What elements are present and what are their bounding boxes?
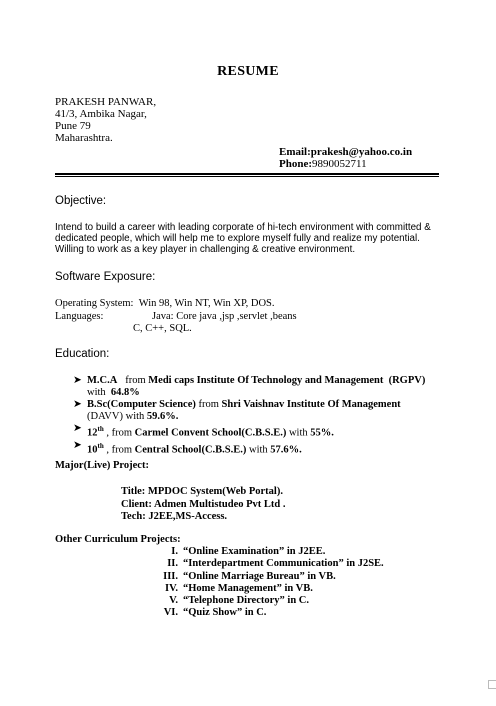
os-label: Operating System: xyxy=(55,298,134,309)
objective-text: Intend to build a career with leading corporate of hi-tech environment with committed & dedicated people, which will help me to explore myself fully and realize my potential. Willing to work as a key player in challenging & creative environment. xyxy=(55,222,431,255)
arrow-bullet-icon: ➤ xyxy=(73,439,82,451)
objective-heading: Objective: xyxy=(55,195,107,207)
major-project-details xyxy=(121,486,286,524)
languages-value-1: Java: Core java ,jsp ,servlet ,beans xyxy=(152,311,297,322)
list-item: V. “Telephone Directory” in C. xyxy=(169,595,309,607)
arrow-bullet-icon: ➤ xyxy=(73,375,82,386)
address-line: PRAKESH PANWAR, xyxy=(55,96,157,108)
other-projects-list xyxy=(150,546,384,620)
list-item: ➤ M.C.A from Medi caps Institute Of Technology and Management (RGPV) with 64.8% xyxy=(73,375,426,398)
divider-thick xyxy=(55,173,439,175)
list-item: ➤ 12th , from Carmel Convent School(C.B.S.E.) with 55%. xyxy=(73,423,334,439)
list-item: III. “Online Marriage Bureau” in VB. xyxy=(163,570,336,582)
education-heading: Education: xyxy=(55,348,110,360)
address-line: 41/3, Ambika Nagar, xyxy=(55,108,147,120)
software-heading: Software Exposure: xyxy=(55,271,156,283)
project-tech: Tech: J2EE,MS-Access. xyxy=(121,511,228,522)
list-item: ➤ B.Sc(Computer Science) from Shri Vaishnav Institute Of Management (DAVV) with 59.6%. xyxy=(73,399,401,422)
list-item: ➤ 10th , from Central School(C.B.S.E.) with 57.6%. xyxy=(73,439,302,455)
email-label: Email: xyxy=(279,146,311,158)
languages-value-2: C, C++, SQL. xyxy=(133,323,192,334)
project-client: Client: Admen Multistudeo Pvt Ltd . xyxy=(121,498,286,510)
page-title: RESUME xyxy=(217,64,279,79)
project-title: Title: MPDOC System(Web Portal). xyxy=(121,486,283,497)
list-item: II. “Interdepartment Communication” in J2SE. xyxy=(167,558,384,570)
address-line: Maharashtra. xyxy=(55,132,113,144)
software-os-row xyxy=(55,298,275,310)
list-item: VI. “Quiz Show” in C. xyxy=(163,607,267,619)
contact-block xyxy=(279,146,412,170)
phone-value: 9890052711 xyxy=(312,158,367,170)
arrow-bullet-icon: ➤ xyxy=(73,399,82,410)
list-item: I. “Online Examination” in J2EE. xyxy=(171,546,326,557)
email-value[interactable]: prakesh@yahoo.co.in xyxy=(310,146,413,158)
os-value: Win 98, Win NT, Win XP, DOS. xyxy=(138,298,275,309)
education-list xyxy=(73,375,425,456)
arrow-bullet-icon: ➤ xyxy=(73,423,82,434)
major-project-heading: Major(Live) Project: xyxy=(55,460,149,471)
phone-label: Phone: xyxy=(279,158,312,170)
address-block xyxy=(55,96,156,144)
address-line: Pune 79 xyxy=(55,120,91,132)
resize-corner-icon[interactable] xyxy=(488,680,496,689)
other-projects-heading: Other Curriculum Projects: xyxy=(55,534,181,545)
divider-thin xyxy=(55,176,439,177)
languages-label: Languages: xyxy=(55,311,104,322)
list-item: IV. “Home Management” in VB. xyxy=(165,582,313,594)
